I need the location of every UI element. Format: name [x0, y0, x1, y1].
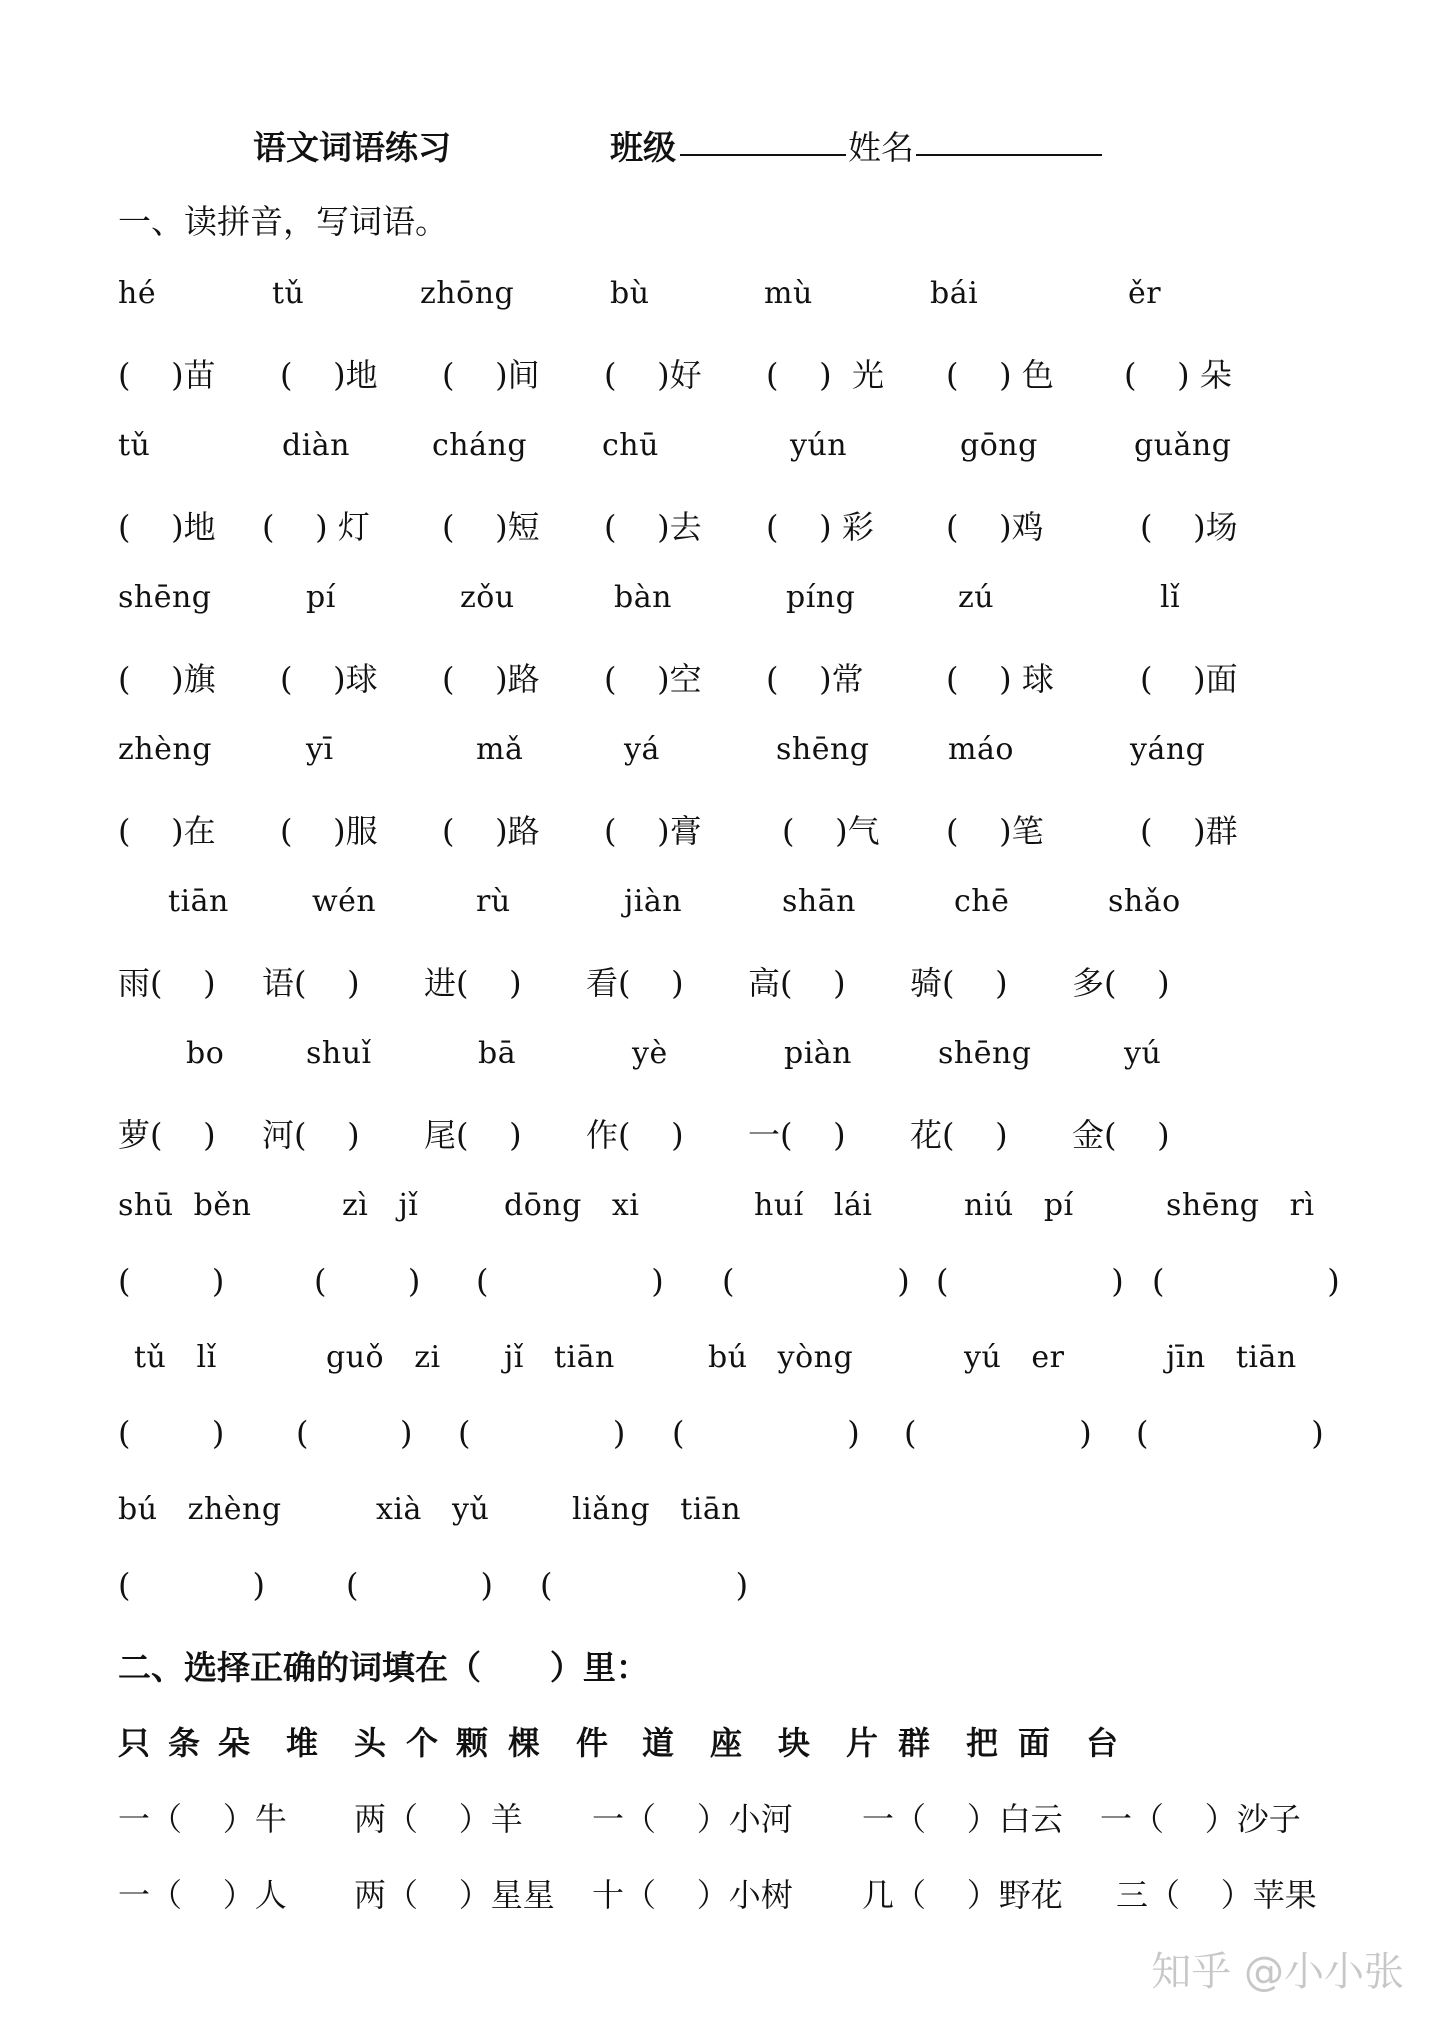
answer-blank[interactable]: ( ) [1152, 1262, 1340, 1300]
pinyin-item: bo [186, 1036, 225, 1071]
answer-blank[interactable]: ( ) [1136, 1414, 1324, 1452]
answer-blank[interactable]: 骑( ) [910, 964, 1008, 1002]
answer-blank[interactable]: ( )苗 [118, 356, 216, 394]
pinyin-item: bú zhèng [118, 1492, 282, 1527]
pinyin-item: mǎ [476, 732, 524, 767]
answer-row [0, 1414, 1440, 1474]
answer-blank[interactable]: ( )在 [118, 812, 216, 850]
answer-row [0, 806, 1440, 866]
pinyin-item: niú pí [964, 1188, 1074, 1223]
zhihu-watermark: 知乎 @小小张 [1151, 1949, 1404, 1995]
fill-in-item[interactable]: 一（ ）人 [118, 1876, 287, 1914]
measure-word: 面 [1018, 1724, 1053, 1762]
pinyin-row [0, 732, 1440, 792]
fill-in-item[interactable]: 一（ ）白云 [862, 1800, 1063, 1838]
answer-blank[interactable]: ( )间 [442, 356, 540, 394]
answer-blank[interactable]: ( )短 [442, 508, 540, 546]
pinyin-item: ěr [1128, 276, 1162, 311]
answer-blank[interactable]: ( ) [314, 1262, 421, 1300]
answer-blank[interactable]: ( ) [672, 1414, 860, 1452]
pinyin-row [0, 884, 1440, 944]
fill-in-item[interactable]: 两（ ）羊 [354, 1800, 523, 1838]
name-label: 姓名 [848, 128, 914, 167]
answer-row [0, 1262, 1440, 1322]
fill-in-item[interactable]: 一（ ）牛 [118, 1800, 287, 1838]
fill-in-item[interactable]: 几（ ）野花 [862, 1876, 1063, 1914]
answer-blank[interactable]: ( )地 [118, 508, 216, 546]
fill-in-item[interactable]: 一（ ）小河 [592, 1800, 793, 1838]
measure-word: 台 [1086, 1724, 1121, 1762]
answer-blank[interactable]: ( ) [904, 1414, 1092, 1452]
section-1-heading-row [0, 196, 1440, 256]
pinyin-item: shēng [118, 580, 212, 615]
pinyin-item: shuǐ [306, 1036, 372, 1071]
pinyin-item: bàn [614, 580, 672, 615]
name-blank-line [916, 124, 1102, 160]
answer-blank[interactable]: ( )地 [280, 356, 378, 394]
pinyin-item: xià yǔ [376, 1492, 490, 1527]
pinyin-item: bú yòng [708, 1340, 854, 1375]
fill-in-item[interactable]: 三（ ）苹果 [1116, 1876, 1317, 1914]
pinyin-item: shǎo [1108, 884, 1181, 919]
class-blank-line [680, 124, 846, 160]
answer-blank[interactable]: ( ) [722, 1262, 910, 1300]
pinyin-item: tǔ lǐ [134, 1340, 217, 1375]
answer-blank[interactable]: ( ) 彩 [766, 508, 874, 546]
pinyin-item: tiān [168, 884, 229, 919]
pinyin-row [0, 1492, 1440, 1552]
answer-blank[interactable]: 看( ) [586, 964, 684, 1002]
fill-in-row [0, 1794, 1440, 1854]
pinyin-item: liǎng tiān [572, 1492, 742, 1527]
pinyin-item: jǐ tiān [504, 1340, 615, 1375]
pinyin-item: zì jǐ [342, 1188, 419, 1223]
pinyin-item: shēng [776, 732, 870, 767]
measure-word: 个 [406, 1724, 441, 1762]
pinyin-item: piàn [784, 1036, 853, 1071]
pinyin-item: diàn [282, 428, 351, 463]
answer-row [0, 654, 1440, 714]
pinyin-item: yè [632, 1036, 668, 1071]
pinyin-item: zhèng [118, 732, 212, 767]
pinyin-item: máo [948, 732, 1014, 767]
pinyin-item: yī [306, 732, 334, 767]
pinyin-item: yú [1124, 1036, 1162, 1071]
pinyin-item: yú er [964, 1340, 1065, 1375]
answer-blank[interactable]: 雨( ) [118, 964, 216, 1002]
measure-word: 群 [898, 1724, 933, 1762]
answer-row [0, 350, 1440, 410]
answer-blank[interactable]: ( )好 [604, 356, 702, 394]
answer-row [0, 1110, 1440, 1170]
pinyin-item: shēng rì [1166, 1188, 1315, 1223]
pinyin-row [0, 428, 1440, 488]
pinyin-item: shēng [938, 1036, 1032, 1071]
measure-word: 把 [966, 1724, 1001, 1762]
class-label: 班级 [610, 128, 676, 167]
pinyin-row [0, 1188, 1440, 1248]
pinyin-item: yáng [1130, 732, 1206, 767]
answer-blank[interactable]: ( )路 [442, 812, 540, 850]
answer-blank[interactable]: 尾( ) [424, 1116, 522, 1154]
answer-blank[interactable]: ( ) 球 [946, 660, 1054, 698]
answer-row [0, 958, 1440, 1018]
fill-in-item[interactable]: 一（ ）沙子 [1100, 1800, 1301, 1838]
measure-word: 堆 [286, 1724, 321, 1762]
pinyin-item: zǒu [460, 580, 515, 615]
worksheet-header [0, 122, 1440, 182]
answer-blank[interactable]: 河( ) [262, 1116, 360, 1154]
pinyin-row [0, 276, 1440, 336]
pinyin-item: pí [306, 580, 336, 615]
answer-blank[interactable]: ( ) 朵 [1124, 356, 1232, 394]
answer-row [0, 502, 1440, 562]
answer-blank[interactable]: ( )场 [1140, 508, 1238, 546]
answer-blank[interactable]: ( )群 [1140, 812, 1238, 850]
answer-blank[interactable]: 作( ) [586, 1116, 684, 1154]
answer-blank[interactable]: ( ) [118, 1414, 225, 1452]
fill-in-row [0, 1870, 1440, 1930]
answer-blank[interactable]: ( ) [296, 1414, 413, 1452]
answer-blank[interactable]: ( )服 [280, 812, 378, 850]
answer-blank[interactable]: ( ) [540, 1566, 749, 1604]
measure-word: 座 [710, 1724, 745, 1762]
measure-word: 条 [168, 1724, 203, 1762]
pinyin-item: chē [954, 884, 1010, 919]
measure-word: 颗 [456, 1724, 491, 1762]
pinyin-item: jiàn [624, 884, 683, 919]
answer-blank[interactable]: 一( ) [748, 1116, 846, 1154]
answer-blank[interactable]: ( )鸡 [946, 508, 1044, 546]
measure-word: 朵 [218, 1724, 253, 1762]
answer-blank[interactable]: ( ) 灯 [262, 508, 370, 546]
answer-blank[interactable]: ( )气 [782, 812, 880, 850]
pinyin-item: tǔ [118, 428, 151, 463]
answer-blank[interactable]: 花( ) [910, 1116, 1008, 1154]
pinyin-item: gōng [960, 428, 1038, 463]
pinyin-item: huí lái [754, 1188, 873, 1223]
answer-blank[interactable]: ( )空 [604, 660, 702, 698]
answer-blank[interactable]: ( ) [118, 1262, 225, 1300]
measure-word: 棵 [508, 1724, 543, 1762]
section-2-heading-row [0, 1642, 1440, 1702]
pinyin-item: yá [624, 732, 660, 767]
pinyin-row [0, 1036, 1440, 1096]
measure-word-bank [0, 1718, 1440, 1778]
answer-blank[interactable]: 进( ) [424, 964, 522, 1002]
worksheet-title: 语文词语练习 [253, 128, 451, 167]
pinyin-item: rù [476, 884, 511, 919]
pinyin-item: dōng xi [504, 1188, 640, 1223]
answer-blank[interactable]: ( )球 [280, 660, 378, 698]
answer-blank[interactable]: 金( ) [1072, 1116, 1170, 1154]
measure-word: 件 [576, 1724, 611, 1762]
answer-blank[interactable]: ( ) [458, 1414, 626, 1452]
answer-blank[interactable]: 高( ) [748, 964, 846, 1002]
answer-blank[interactable]: 萝( ) [118, 1116, 216, 1154]
pinyin-row [0, 1340, 1440, 1400]
measure-word: 只 [118, 1724, 153, 1762]
answer-blank[interactable]: ( ) 光 [766, 356, 885, 394]
answer-blank[interactable]: ( )路 [442, 660, 540, 698]
measure-word: 片 [846, 1724, 881, 1762]
pinyin-item: zhōng [420, 276, 515, 311]
pinyin-item: chū [602, 428, 659, 463]
pinyin-item: tǔ [272, 276, 305, 311]
fill-in-item[interactable]: 十（ ）小树 [592, 1876, 793, 1914]
answer-blank[interactable]: ( ) [936, 1262, 1124, 1300]
pinyin-item: píng [786, 580, 856, 615]
section-1-heading: 一、读拼音，写词语。 [118, 202, 448, 241]
pinyin-item: shān [782, 884, 856, 919]
pinyin-item: hé [118, 276, 157, 311]
answer-blank[interactable]: ( )膏 [604, 812, 702, 850]
pinyin-item: wén [312, 884, 377, 919]
answer-blank[interactable]: 语( ) [262, 964, 360, 1002]
answer-blank[interactable]: ( )旗 [118, 660, 216, 698]
pinyin-item: guǒ zi [326, 1340, 441, 1375]
answer-blank[interactable]: ( ) [346, 1566, 494, 1604]
measure-word: 道 [642, 1724, 677, 1762]
fill-in-item[interactable]: 两（ ）星星 [354, 1876, 555, 1914]
pinyin-item: yún [790, 428, 848, 463]
answer-blank[interactable]: ( )笔 [946, 812, 1044, 850]
pinyin-item: jīn tiān [1166, 1340, 1297, 1375]
measure-word: 块 [778, 1724, 813, 1762]
section-2-heading: 二、选择正确的词填在（ ）里： [118, 1648, 649, 1687]
answer-blank[interactable]: 多( ) [1072, 964, 1170, 1002]
answer-blank[interactable]: ( )面 [1140, 660, 1238, 698]
answer-blank[interactable]: ( ) 色 [946, 356, 1054, 394]
pinyin-item: cháng [432, 428, 528, 463]
pinyin-item: mù [764, 276, 813, 311]
answer-blank[interactable]: ( ) [118, 1566, 266, 1604]
pinyin-item: lǐ [1160, 580, 1181, 615]
pinyin-item: zú [958, 580, 995, 615]
pinyin-item: bù [610, 276, 650, 311]
pinyin-item: bái [930, 276, 979, 311]
pinyin-item: bā [478, 1036, 517, 1071]
answer-blank[interactable]: ( ) [476, 1262, 664, 1300]
pinyin-item: guǎng [1134, 428, 1232, 463]
pinyin-row [0, 580, 1440, 640]
answer-row [0, 1566, 1440, 1626]
answer-blank[interactable]: ( )去 [604, 508, 702, 546]
measure-word: 头 [354, 1724, 389, 1762]
answer-blank[interactable]: ( )常 [766, 660, 864, 698]
pinyin-item: shū běn [118, 1188, 252, 1223]
